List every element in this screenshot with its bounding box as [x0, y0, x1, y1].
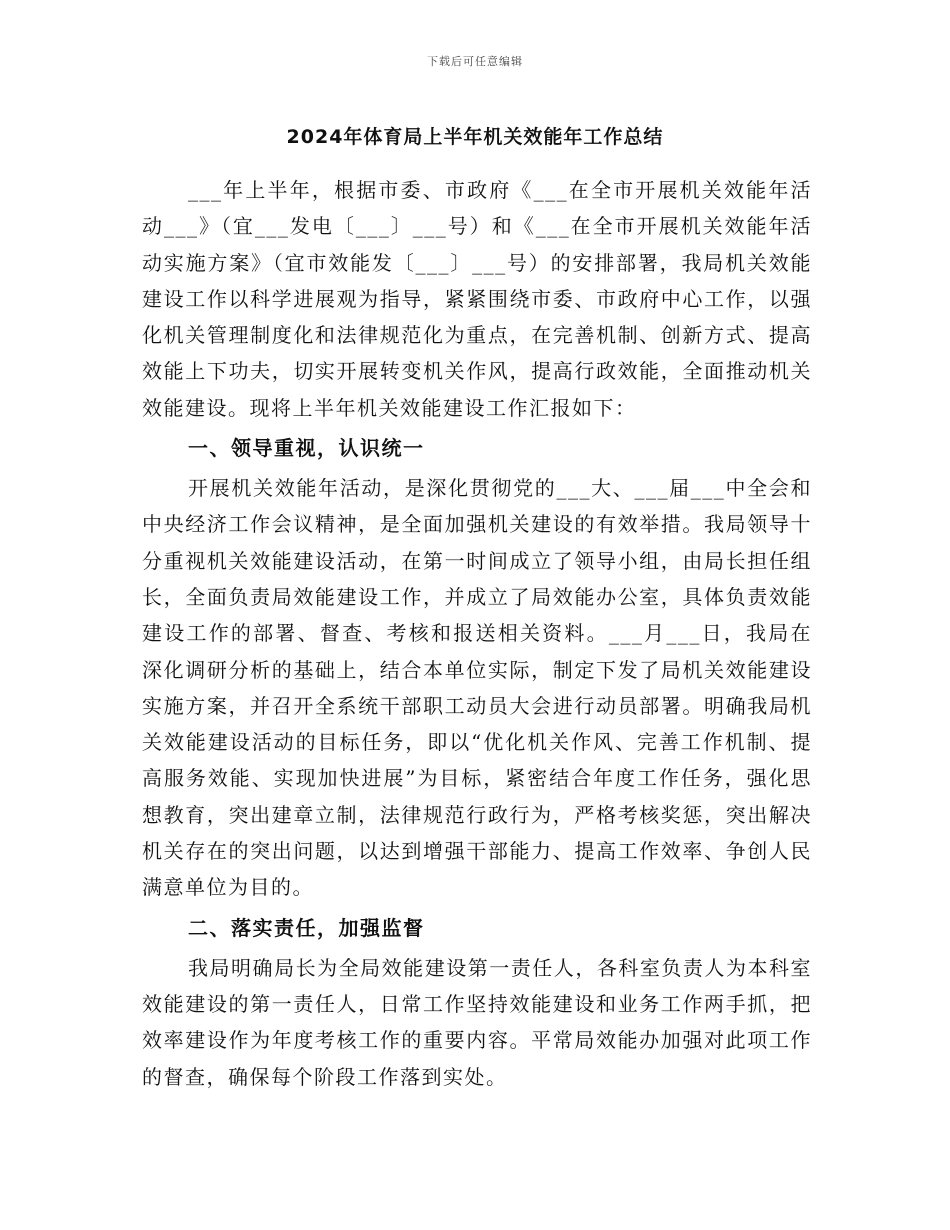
page-header-note: 下载后可任意编辑 — [427, 55, 523, 68]
intro-paragraph: ___年上半年，根据市委、市政府《___在全市开展机关效能年活动___》（宜___发电〔___〕___号）和《___在全市开展机关效能年活动实施方案》（宜市效能发〔___〕___号）的安排部署，我局机关效能建设工作以科学进展观为指导，紧紧围绕市委、市政府中心工作，以强化机关管理制度化和法律规范化为重点，在完善机制、创新方式、提高效能上下功夫，切实开展转变机关作风，提高行政效能，全面推动机关效能建设。现将上半年机关效能建设工作汇报如下： — [142, 178, 812, 420]
section-paragraph-2: 我局明确局长为全局效能建设第一责任人，各科室负责人为本科室效能建设的第一责任人，日常工作坚持效能建设和业务工作两手抓，把效率建设作为年度考核工作的重要内容。平常局效能办加强对此项工作的督查，确保每个阶段工作落到实处。 — [142, 955, 812, 1089]
section-heading-1: 一、领导重视，认识统一 — [188, 436, 425, 461]
section-heading-2: 二、落实责任，加强监督 — [188, 915, 425, 940]
section-paragraph-1: 开展机关效能年活动，是深化贯彻党的___大、___届___中全会和中央经济工作会议精神，是全面加强机关建设的有效举措。我局领导十分重视机关效能建设活动，在第一时间成立了领导小组，由局长担任组长，全面负责局效能建设工作，并成立了局效能办公室，具体负责效能建设工作的部署、督查、考核和报送相关资料。___月___日，我局在深化调研分析的基础上，结合本单位实际，制定下发了局机关效能建设实施方案，并召开全系统干部职工动员大会进行动员部署。明确我局机关效能建设活动的目标任务，即以“优化机关作风、完善工作机制、提高服务效能、实现加快进展”为目标，紧密结合年度工作任务，强化思想教育，突出建章立制，法律规范行政行为，严格考核奖惩，突出解决机关存在的突出问题，以达到增强干部能力、提高工作效率、争创人民满意单位为目的。 — [142, 476, 812, 900]
document-title: 2024年体育局上半年机关效能年工作总结 — [286, 126, 664, 148]
document-body — [142, 172, 812, 1095]
